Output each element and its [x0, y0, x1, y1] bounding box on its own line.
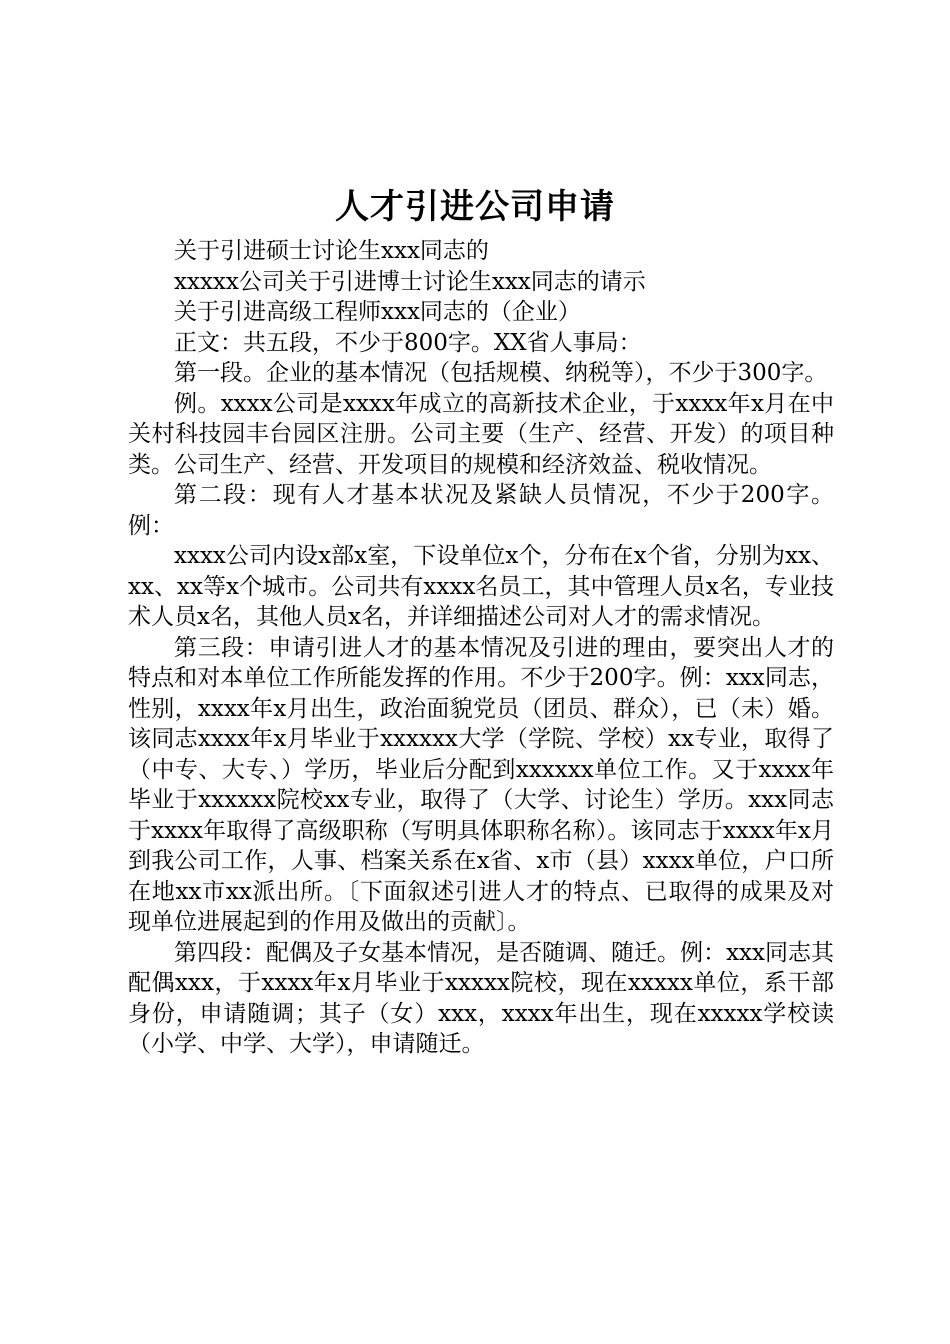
paragraph-section-four: 第四段：配偶及子女基本情况，是否随调、随迁。例：xxx同志其配偶xxx，于xxxx年x月毕业于xxxxx院校，现在xxxxx单位，系干部身份，申请随调；其子（女）xxx，xxxx年出生，现在xxxxx学校读（小学、中学、大学），申请随迁。 [128, 939, 834, 1057]
paragraph-engineer-subject: 关于引进高级工程师xxx同志的（企业） [174, 299, 581, 325]
document-body [128, 236, 834, 1060]
paragraph-section-two: 第二段：现有人才基本状况及紧缺人员情况，不少于200字。例： [128, 482, 834, 539]
document-title: 人才引进公司申请 [335, 187, 615, 227]
paragraph-section-three: 第三段：申请引进人才的基本情况及引进的理由，要突出人才的特点和对本单位工作所能发挥的作用。不少于200字。例：xxx同志，性别，xxxx年x月出生，政治面貌党员（团员、群众），已（未）婚。该同志xxxx年x月毕业于xxxxxx大学（学院、学校）xx专业，取得了（中专、大专、）学历，毕业后分配到xxxxxx单位工作。又于xxxx年毕业于xxxxxx院校xx专业，取得了（大学、讨论生）学历。xxx同志于xxxx年取得了高级职称（写明具体职称名称）。该同志于xxxx年x月到我公司工作，人事、档案关系在x省、x市（县）xxxx单位，户口所在地xx市xx派出所。〔下面叙述引进人才的特点、已取得的成果及对现单位进展起到的作用及做出的贡献〕。 [128, 634, 834, 935]
paragraph-section-two-example: xxxx公司内设x部x室，下设单位x个，分布在x个省，分别为xx、xx、xx等x个城市。公司共有xxxx名员工，其中管理人员x名，专业技术人员x名，其他人员x名，并详细描述公司对人才的需求情况。 [128, 543, 834, 630]
paragraph-phd-subject: xxxxx公司关于引进博士讨论生xxx同志的请示 [174, 268, 646, 295]
paragraph-section-one-example: 例。xxxx公司是xxxx年成立的高新技术企业，于xxxx年x月在中关村科技园丰台园区注册。公司主要（生产、经营、开发）的项目种类。公司生产、经营、开发项目的规模和经济效益、税收情况。 [128, 390, 834, 478]
paragraph-body-intro: 正文：共五段，不少于800字。XX省人事局： [174, 329, 642, 356]
paragraph-section-one: 第一段。企业的基本情况（包括规模、纳税等），不少于300字。 [174, 360, 828, 386]
paragraph-masters-subject: 关于引进硕士讨论生xxx同志的 [174, 238, 489, 264]
